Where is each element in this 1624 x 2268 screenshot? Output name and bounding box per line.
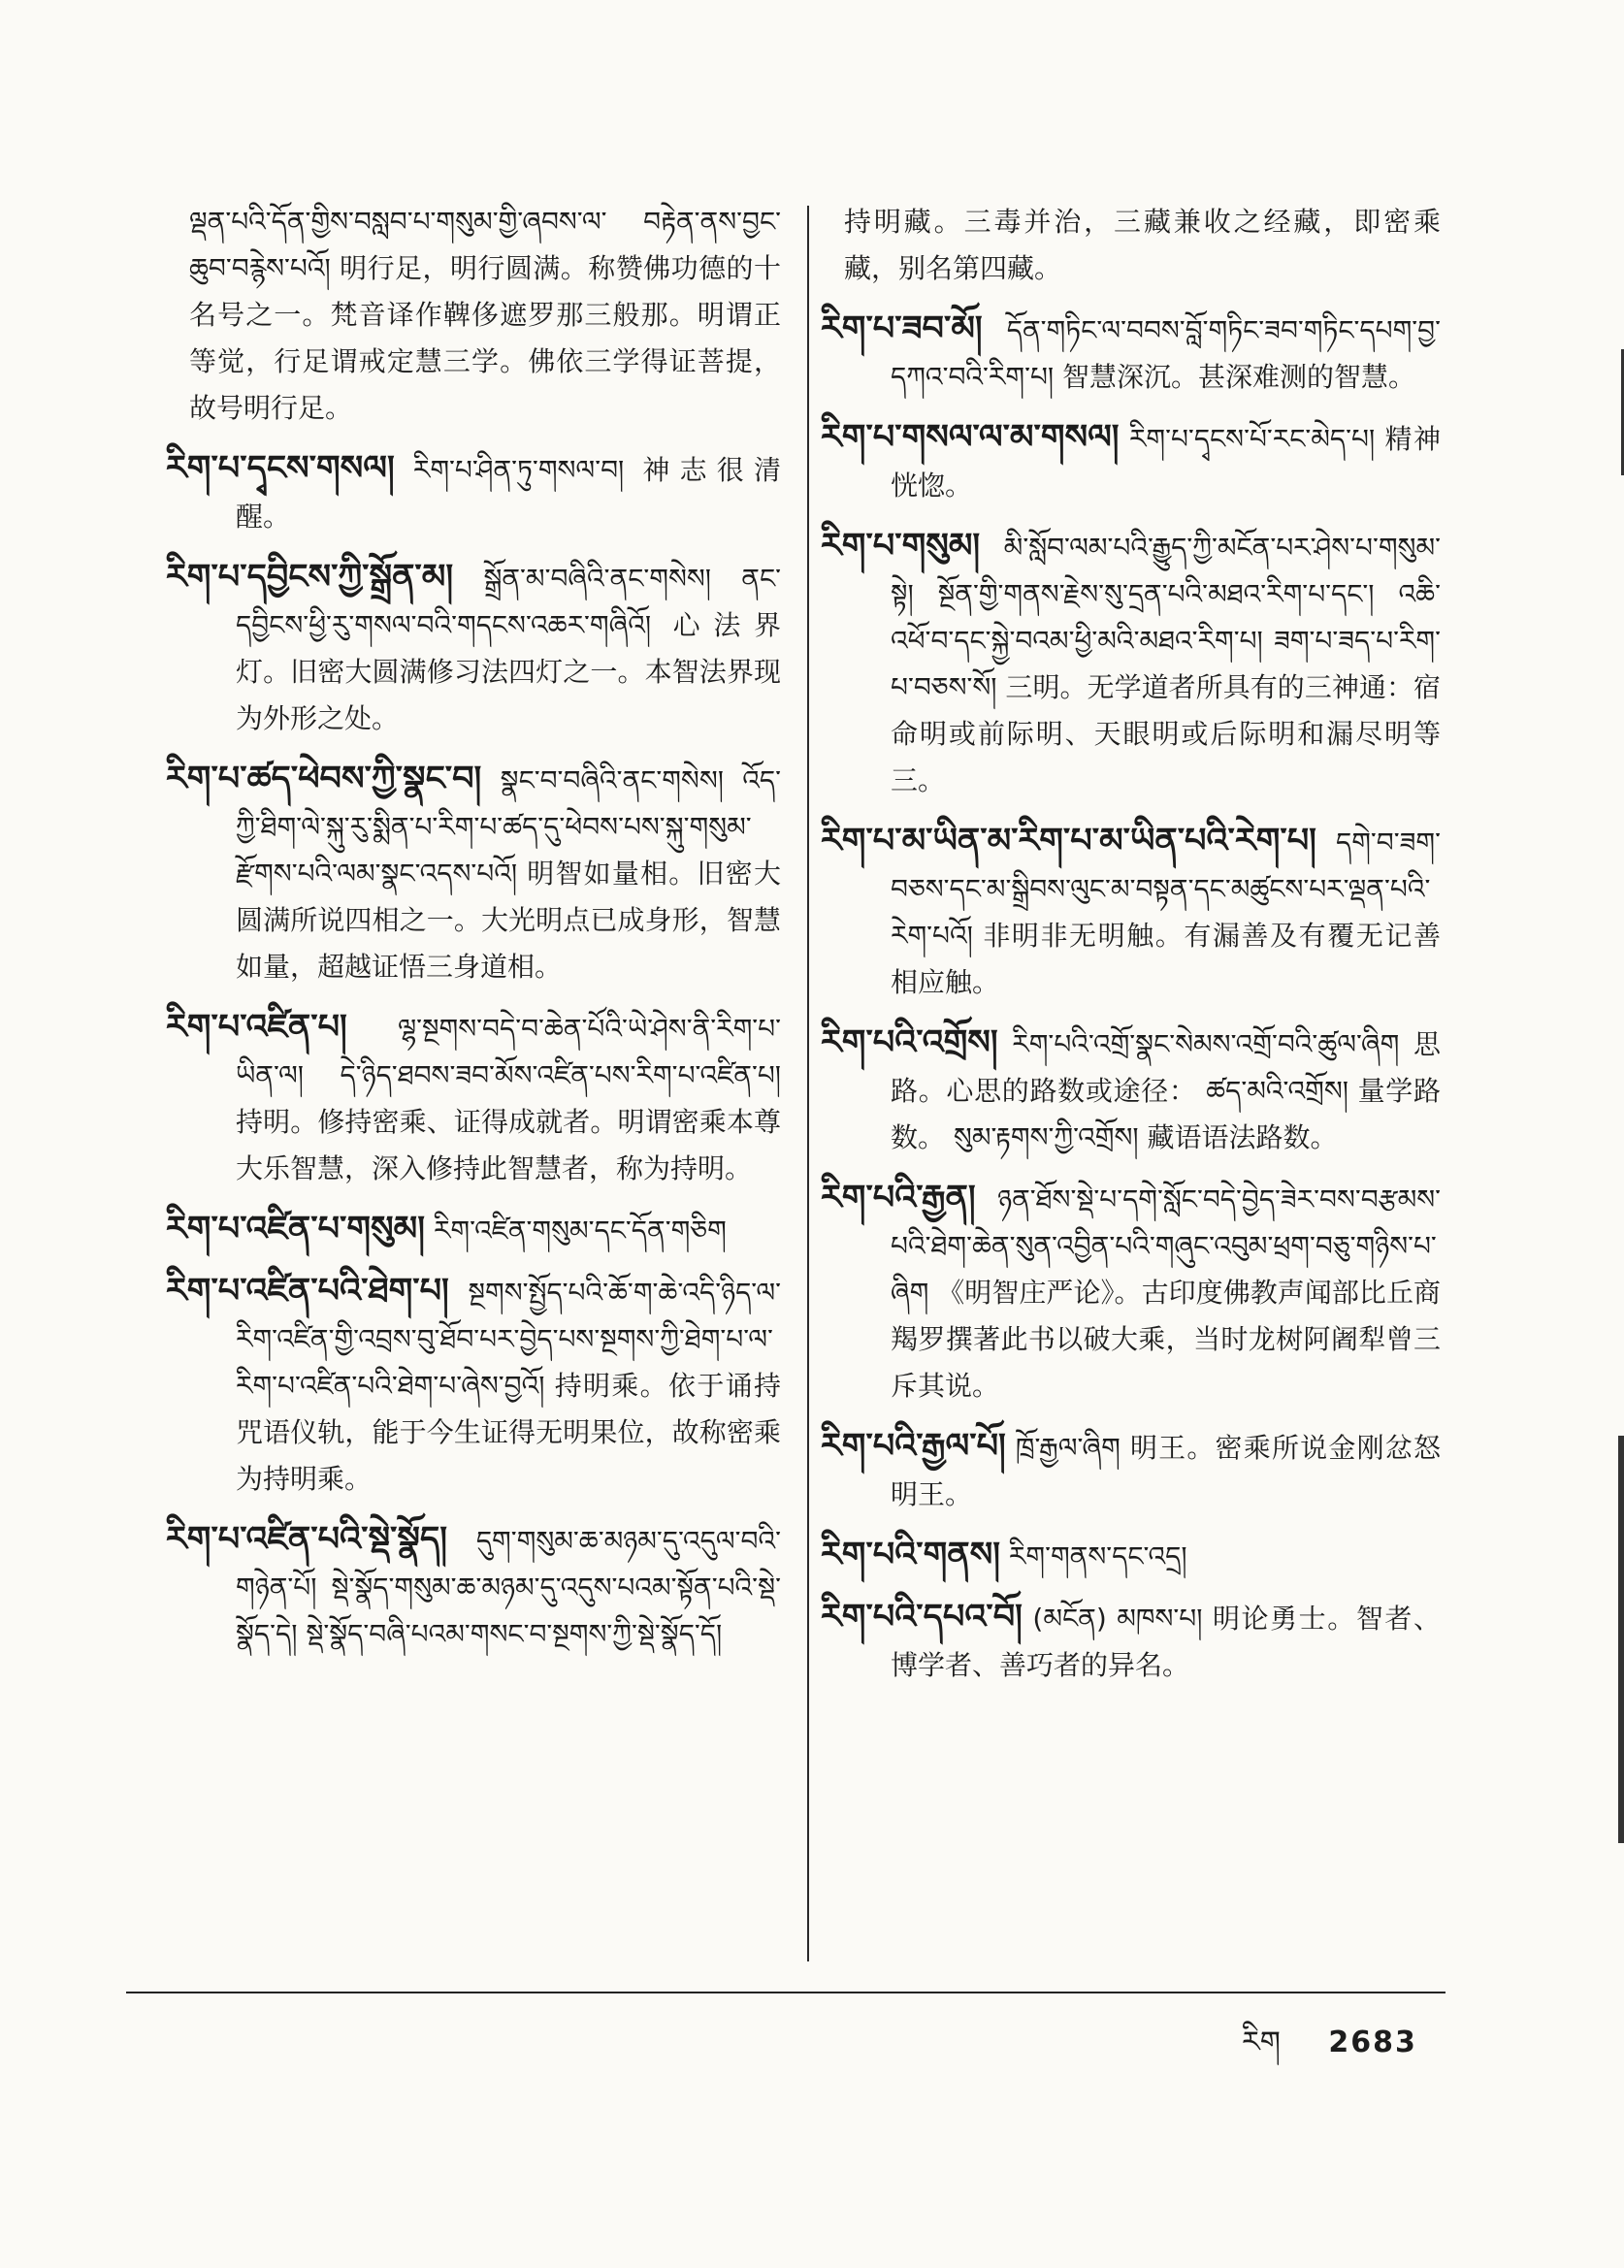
headword: རིག་པ་འཛིན་པ།	[166, 1008, 347, 1047]
headword: རིག་པ་འཛིན་པའི་སྡེ་སྣོད།	[166, 1520, 448, 1559]
tibetan-definition: སྣང་བ་བཞིའི་ནང་གསེས། འོད་ཀྱི་ཐིག་ལེ་སྐུ་རུ་སྨིན་པ་རིག་པ་ཚད་དུ་ཕེབས་པས་སྐུ་གསུམ་རྫོགས་པའི་ལམ་སྣང་འདས་པའོ།	[236, 764, 782, 890]
tibetan-definition: རིག་པ་དྭངས་པོ་རང་མེད་པ།	[1128, 423, 1376, 455]
entry-continued	[189, 199, 781, 432]
headword: རིག་པ་གསུམ།	[821, 527, 981, 566]
headword: རིག་པ་མ་ཡིན་མ་རིག་པ་མ་ཡིན་པའི་རེག་པ།	[821, 822, 1316, 860]
running-head: རིག	[1242, 2025, 1281, 2059]
tibetan-definition: ལྷ་སྔགས་བདེ་བ་ཆེན་པོའི་ཡེ་ཤེས་ནི་རིག་པ་ཡིན་ལ། དེ་ཉིད་ཐབས་ཟབ་མོས་འཛིན་པས་རིག་པ་འཛིན་པ།	[236, 1013, 781, 1091]
page-edge-mark	[1618, 1436, 1624, 1843]
dictionary-entry	[821, 1594, 1441, 1689]
tibetan-definition: དགེ་བ་ཟག་བཅས་དང་མ་སྒྲིབས་ལུང་མ་བསྟན་དང་མཚུངས་པར་ལྡན་པའི་རེག་པའོ།	[891, 826, 1441, 952]
headword: རིག་པའི་དཔའ་བོ།	[821, 1598, 1023, 1636]
dictionary-entry	[166, 1206, 781, 1254]
dictionary-entry	[821, 1175, 1441, 1409]
dictionary-entry	[166, 1004, 781, 1192]
chinese-definition: 持明乘。依于诵持咒语仪轨，能于今生证得无明果位，故称密乘为持明乘。	[236, 1370, 781, 1495]
chinese-definition: 持明藏。三毒并治，三藏兼收之经藏，即密乘藏，别名第四藏。	[844, 206, 1441, 284]
tibetan-definition: ཁྲོ་རྒྱལ་ཞིག	[1015, 1432, 1121, 1464]
chinese-definition: 三明。无学道者所具有的三神通：宿命明或前际明、天眼明或后际明和漏尽明等三。	[891, 671, 1441, 796]
tibetan-definition: རིག་པའི་འགྲོ་སྣང་སེམས་འགྲོ་བའི་ཚུལ་ཞིག	[1012, 1028, 1400, 1060]
tibetan-example: ཚད་མའི་འགྲོས།	[1206, 1075, 1349, 1107]
tibetan-definition: རིག་པ་ཤིན་ཏུ་གསལ་བ།	[412, 454, 625, 486]
tibetan-text: ལྡན་པའི་དོན་གྱིས་བསླབ་པ་གསུམ་གྱི་ཞབས་ལ་	[189, 206, 607, 238]
column-divider	[807, 206, 809, 1961]
chinese-definition: 持明。修持密乘、证得成就者。明谓密乘本尊大乐智慧，深入修持此智慧者，称为持明。	[236, 1106, 781, 1184]
tibetan-definition: ཉན་ཐོས་སྡེ་པ་དགེ་སློང་བདེ་བྱེད་ཟེར་བས་བརྩམས་པའི་ཐེག་ཆེན་སུན་འབྱིན་པའི་གཞུང་འབུམ་ཕྲག་བཅུ་གཉིས་པ་ཞིག	[891, 1183, 1441, 1309]
footer-rule	[126, 1992, 1445, 1993]
chinese-definition: 神志很清醒。	[236, 454, 781, 533]
tibetan-definition: རིག་གནས་དང་འདྲ།	[1008, 1540, 1187, 1572]
tibetan-definition: དུག་གསུམ་ཆ་མཉམ་དུ་འདུལ་བའི་གཉེན་པོ། སྡེ་སྣོད་གསུམ་ཆ་མཉམ་དུ་འདུས་པའམ་སྟོན་པའི་སྡེ་སྣོད་དེ། སྡེ་སྣོད་བཞི་པའམ་གསང་བ་སྔགས་ཀྱི་སྡེ་སྣོད་དོ།	[236, 1525, 781, 1650]
chinese-definition: 精神恍惚。	[891, 423, 1441, 502]
headword: རིག་པ་འཛིན་པའི་ཐེག་པ།	[166, 1272, 449, 1311]
dictionary-entry	[821, 1532, 1441, 1580]
tibetan-definition: དོན་གཏིང་ལ་བབས་བློ་གཏིང་ཟབ་གཏིང་དཔག་བྱ་དཀའ་བའི་རིག་པ།	[891, 314, 1441, 393]
chinese-definition: 明行足，明行圆满。称赞佛功德的十名号之一。梵音译作鞞侈遮罗那三般那。明谓正等觉，行足谓戒定慧三学。佛依三学得证菩提，故号明行足。	[189, 252, 781, 424]
headword: རིག་པའི་གནས།	[821, 1536, 1001, 1574]
page-footer	[1242, 2010, 1417, 2091]
headword: རིག་པ་ཟབ་མོ།	[821, 309, 983, 348]
dictionary-entry	[821, 306, 1441, 401]
tibetan-definition: སྒྲོན་མ་བཞིའི་ནང་གསེས། ནང་དབྱིངས་ཕྱི་རུ་གསལ་བའི་གདངས་འཆར་གཞིའོ།	[236, 563, 781, 641]
chinese-definition: 思路。心思的路数或途径：	[891, 1028, 1441, 1107]
chinese-definition: 明王。密乘所说金刚忿怒明王。	[891, 1432, 1441, 1510]
headword: རིག་པ་དབྱིངས་ཀྱི་སྒྲོན་མ།	[166, 558, 454, 597]
dictionary-entry	[166, 1268, 781, 1503]
chinese-definition: 《明智庄严论》。古印度佛教声闻部比丘商羯罗撰著此书以破大乘，当时龙树阿阇犁曾三斥其说。	[891, 1277, 1441, 1402]
chinese-definition: 非明非无明触。有漏善及有覆无记善相应触。	[891, 920, 1441, 998]
dictionary-entry	[166, 445, 781, 540]
dictionary-entry	[821, 1020, 1441, 1161]
chinese-definition: 明智如量相。旧密大圆满所说四相之一。大光明点已成身形，智慧如量，超越证悟三身道相。	[236, 858, 781, 983]
tibetan-definition: རིག་འཛིན་གསུམ་དང་དོན་གཅིག	[433, 1215, 727, 1247]
page-number: 2683	[1328, 2025, 1417, 2059]
chinese-definition: 心法界灯。旧密大圆满修习法四灯之一。本智法界现为外形之处。	[236, 609, 781, 734]
tibetan-definition: སྔགས་སྤྱོད་པའི་ཆོ་ག་ཆེ་འདི་ཉིད་ལ་རིག་འཛིན་གྱི་འབྲས་བུ་ཐོབ་པར་བྱེད་པས་སྔགས་ཀྱི་ཐེག་པ་ལ་རིག་པ་འཛིན་པའི་ཐེག་པ་ཞེས་བྱའོ།	[236, 1277, 781, 1402]
headword: རིག་པའི་རྒྱལ་པོ།	[821, 1427, 1006, 1466]
right-column	[821, 199, 1441, 1702]
dictionary-entry	[821, 523, 1441, 804]
dictionary-entry	[166, 756, 782, 990]
entry-continued	[844, 199, 1441, 292]
headword: རིག་པ་ཚད་ཕེབས་ཀྱི་སྣང་བ།	[166, 760, 482, 798]
headword: རིག་པ་འཛིན་པ་གསུམ།	[166, 1210, 426, 1248]
chinese-definition: 量学路数。	[891, 1075, 1441, 1153]
dictionary-entry	[166, 1516, 781, 1658]
chinese-definition: 藏语语法路数。	[1147, 1121, 1338, 1153]
dictionary-entry	[821, 818, 1441, 1006]
tibetan-definition: (མངོན) མཁས་པ།	[1032, 1603, 1203, 1635]
dictionary-entry	[821, 414, 1441, 509]
headword: རིག་པ་དྭངས་གསལ།	[166, 449, 395, 488]
headword: རིག་པའི་རྒྱན།	[821, 1179, 976, 1217]
left-column	[166, 199, 782, 1671]
tibetan-text: བརྟེན་ནས་བྱང་ཆུབ་བརྙེས་པའོ།	[189, 206, 781, 284]
chinese-definition: 智慧深沉。甚深难测的智慧。	[1062, 361, 1416, 393]
dictionary-entry	[166, 554, 781, 742]
headword: རིག་པ་གསལ་ལ་མ་གསལ།	[821, 418, 1120, 457]
chinese-definition: 明论勇士。智者、博学者、善巧者的异名。	[891, 1603, 1441, 1681]
tibetan-definition: མི་སློབ་ལམ་པའི་རྒྱུད་ཀྱི་མངོན་པར་ཤེས་པ་གསུམ་སྟེ། སྔོན་གྱི་གནས་རྗེས་སུ་དྲན་པའི་མཐའ་རིག་པ་དང་། འཆི་འཕོ་བ་དང་སྐྱེ་བའམ་ཕྱི་མའི་མཐའ་རིག་པ། ཟག་པ་ཟད་པ་རིག་པ་བཅས་སོ།	[891, 532, 1441, 703]
headword: རིག་པའི་འགྲོས།	[821, 1023, 998, 1062]
dictionary-entry	[821, 1423, 1441, 1518]
tibetan-example: སུམ་རྟགས་ཀྱི་འགྲོས།	[953, 1121, 1139, 1153]
